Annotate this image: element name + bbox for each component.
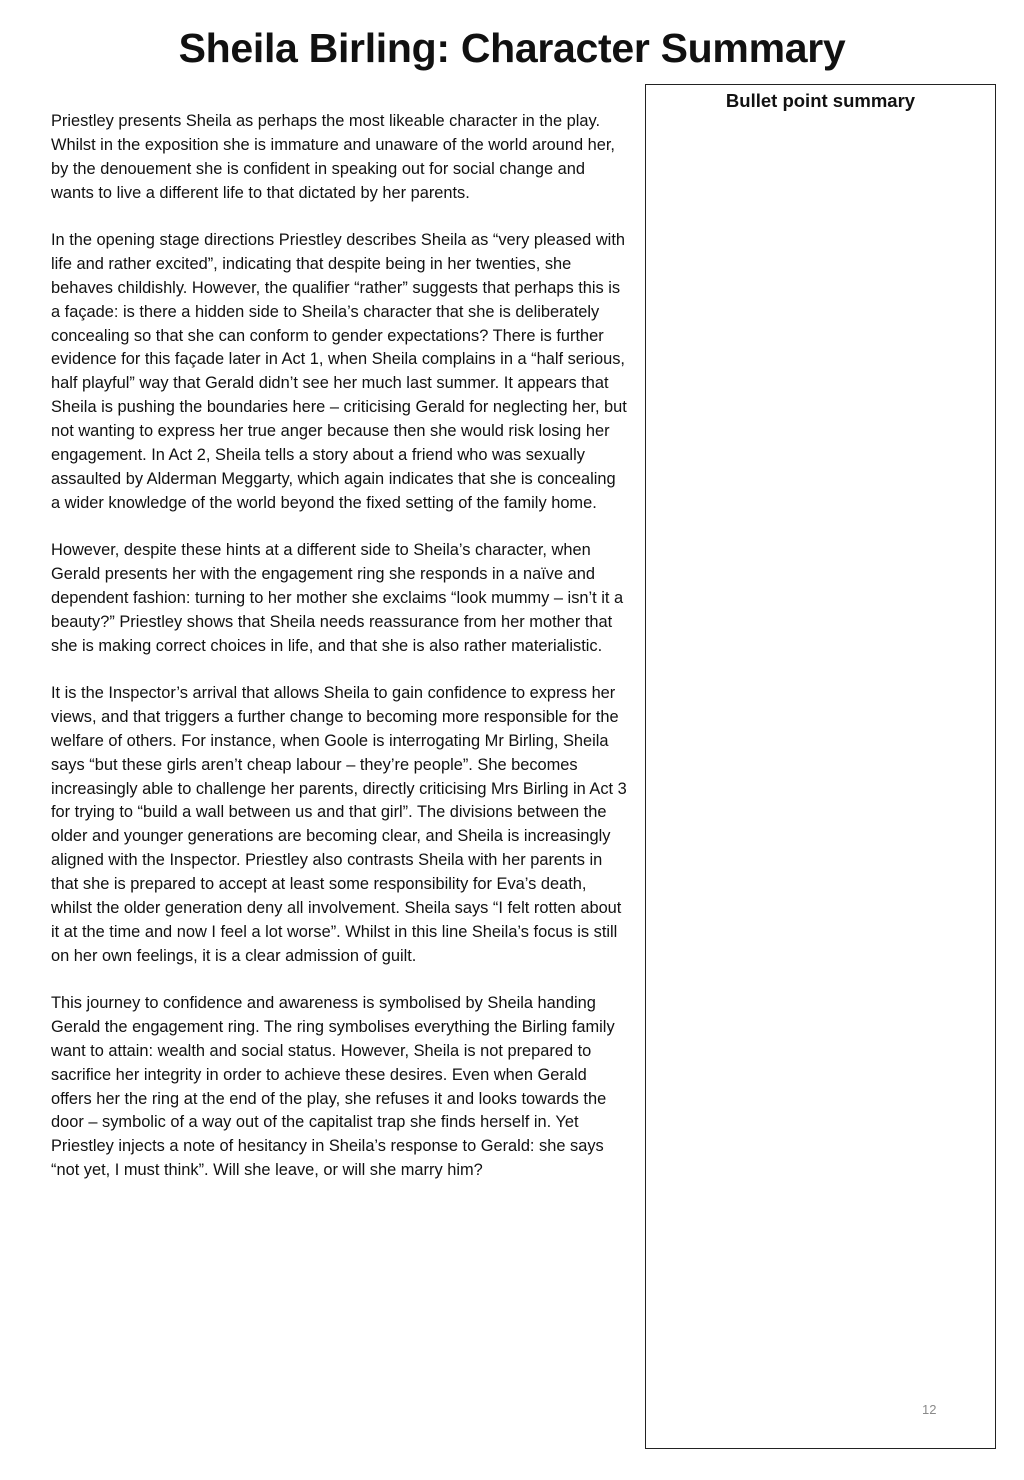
- paragraph-opening-stage-directions: In the opening stage directions Priestley describes Sheila as “very pleased with life and rather excited”, indicating that despite being in her twenties, she behaves childishly. However, the qualifier “rather” suggests that perhaps this is a façade: is there a hidden side to Sheila’s character that she is deliberately concealing so that she can conform to gender expectations? There is further evidence for this façade later in Act 1, when Sheila complains in a “half serious, half playful” way that Gerald didn’t see her much last summer. It appears that Sheila is pushing the boundaries here – criticising Gerald for neglecting her, but not wanting to express her true anger because then she would risk losing her engagement. In Act 2, Sheila tells a story about a friend who was sexually assaulted by Alderman Meggarty, which again indicates that she is concealing a wider knowledge of the world beyond the fixed setting of the family home.: [51, 231, 627, 512]
- character-analysis-text: [51, 110, 629, 1207]
- page-title: Sheila Birling: Character Summary: [178, 25, 846, 71]
- bullet-point-summary-box[interactable]: [645, 84, 996, 1449]
- bullet-point-summary-heading: Bullet point summary: [725, 90, 916, 111]
- paragraph-introduction: Priestley presents Sheila as perhaps the most likeable character in the play. Whilst in the exposition she is immature and unaware of the world around her, by the denouement she is confident in speaking out for social change and wants to live a different life to that dictated by her parents.: [51, 112, 615, 202]
- paragraph-ring-symbolism: This journey to confidence and awareness is symbolised by Sheila handing Gerald the engagement ring. The ring symbolises everything the Birling family want to attain: wealth and social status. However, Sheila is not prepared to sacrifice her integrity in order to achieve these desires. Even when Gerald offers her the ring at the end of the play, she refuses it and looks towards the door – symbolic of a way out of the capitalist trap she finds herself in. Yet Priestley injects a note of hesitancy in Sheila’s response to Gerald: she says “not yet, I must think”. Will she leave, or will she marry him?: [51, 994, 615, 1180]
- page-number: 12: [922, 1402, 937, 1417]
- paragraph-inspector-arrival: It is the Inspector’s arrival that allows Sheila to gain confidence to express her views, and that triggers a further change to becoming more responsible for the welfare of others. For instance, when Goole is interrogating Mr Birling, Sheila says “but these girls aren’t cheap labour – they’re people”. She becomes increasingly able to challenge her parents, directly criticising Mrs Birling in Act 3 for trying to “build a wall between us and that girl”. The divisions between the older and younger generations are becoming clear, and Sheila is increasingly aligned with the Inspector. Priestley also contrasts Sheila with her parents in that she is prepared to accept at least some responsibility for Eva’s death, whilst the older generation deny all involvement. Sheila says “I felt rotten about it at the time and now I feel a lot worse”. Whilst in this line Sheila’s focus is still on her own feelings, it is a clear admission of guilt.: [51, 684, 627, 965]
- paragraph-engagement-ring-reaction: However, despite these hints at a different side to Sheila’s character, when Gerald presents her with the engagement ring she responds in a naïve and dependent fashion: turning to her mother she exclaims “look mummy – isn’t it a beauty?” Priestley shows that Sheila needs reassurance from her mother that she is making correct choices in life, and that she is also rather materialistic.: [51, 541, 624, 655]
